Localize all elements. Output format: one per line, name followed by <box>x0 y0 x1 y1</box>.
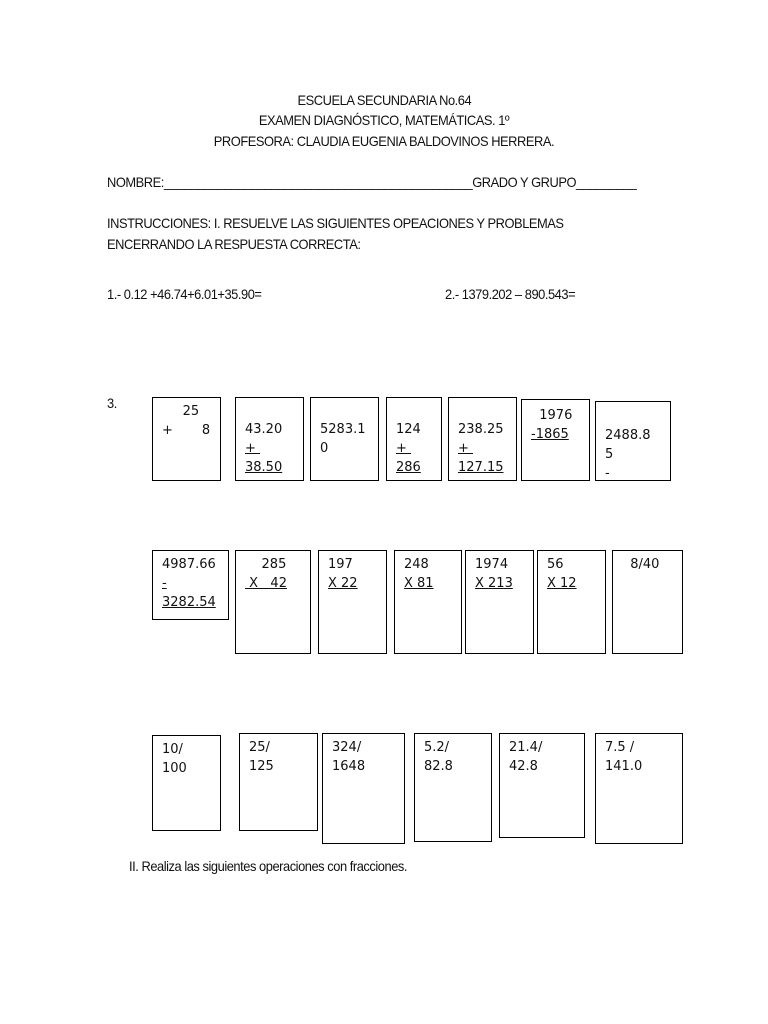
operand-line: 21.4/ <box>509 740 543 755</box>
name-grade-line: NOMBRE:______________________________________________GRADO Y GRUPO_________ <box>107 174 637 190</box>
operation-box <box>465 550 534 654</box>
operand-line: 25/ <box>249 740 270 755</box>
operation-box <box>239 733 318 831</box>
section-2-title: II. Realiza las siguientes operaciones con fracciones. <box>129 858 408 874</box>
operand-line: 127.15 <box>458 460 504 475</box>
instructions-line-1: INSTRUCCIONES: I. RESUELVE LAS SIGUIENTES OPEACIONES Y PROBLEMAS <box>107 215 564 231</box>
operation-box <box>152 397 221 481</box>
operand-line: 2488.8 <box>605 428 651 443</box>
problem-3-label: 3. <box>107 395 117 411</box>
operation-box <box>521 399 590 481</box>
operand-line: 82.8 <box>424 759 453 774</box>
operation-box <box>152 550 229 620</box>
operand-line: 124 <box>396 422 421 437</box>
operand-line: 5283.1 <box>320 422 366 437</box>
operand-line: 100 <box>162 761 187 776</box>
operation-box <box>322 733 405 844</box>
operand-line: 1974 <box>475 557 509 572</box>
operand-line: 141.0 <box>605 759 643 774</box>
operand-line: - <box>162 576 167 591</box>
operand-line: 1648 <box>332 759 366 774</box>
operand-line: 5.2/ <box>424 740 450 755</box>
operand-line: 285 <box>245 557 287 572</box>
operand-line: 197 <box>328 557 353 572</box>
operation-box <box>414 733 492 842</box>
instructions-line-2: ENCERRANDO LA RESPUESTA CORRECTA: <box>107 236 361 252</box>
operand-line: 248 <box>404 557 429 572</box>
operand-line: X 42 <box>245 576 287 591</box>
operand-line: 56 <box>547 557 564 572</box>
teacher-name: PROFESORA: CLAUDIA EUGENIA BALDOVINOS HERRERA. <box>213 133 555 149</box>
operand-line: X 81 <box>404 576 434 591</box>
operand-line: + <box>396 441 412 456</box>
operand-line: 286 <box>396 460 421 475</box>
operation-box <box>386 397 442 481</box>
operand-line: X 22 <box>328 576 358 591</box>
operand-line: 25 <box>162 404 200 419</box>
operand-line: 42.8 <box>509 759 538 774</box>
school-title: ESCUELA SECUNDARIA No.64 <box>297 92 471 108</box>
operation-box <box>152 735 221 831</box>
operand-line: 7.5 / <box>605 740 635 755</box>
operand-line: 43.20 <box>245 422 283 437</box>
operation-box <box>394 550 462 654</box>
operation-box <box>235 550 311 654</box>
operand-line: 125 <box>249 759 274 774</box>
operand-line: + <box>245 441 261 456</box>
operand-line: X 12 <box>547 576 577 591</box>
operation-box <box>448 397 517 481</box>
operand-line: X 213 <box>475 576 513 591</box>
operand-line: 324/ <box>332 740 362 755</box>
operation-box <box>499 733 585 838</box>
operation-box <box>318 550 387 654</box>
operand-line: 1976 <box>531 408 573 423</box>
operand-line: 10/ <box>162 742 183 757</box>
operand-line: 5 <box>605 447 614 462</box>
operand-line: -1865 <box>531 427 569 442</box>
operation-box <box>595 401 671 481</box>
operand-line: 8/40 <box>622 557 660 572</box>
operation-box <box>310 397 379 481</box>
operand-line: 238.25 <box>458 422 504 437</box>
exam-title: EXAMEN DIAGNÓSTICO, MATEMÁTICAS. 1º <box>258 112 510 128</box>
operand-line: + 8 <box>162 423 211 438</box>
operation-box <box>595 733 683 844</box>
operation-box <box>537 550 606 654</box>
operand-line: - <box>605 466 610 481</box>
problem-2: 2.- 1379.202 – 890.543= <box>445 286 576 302</box>
problem-1: 1.- 0.12 +46.74+6.01+35.90= <box>107 286 262 302</box>
operand-line: 0 <box>320 441 329 456</box>
operation-box <box>235 397 304 481</box>
operand-line: 3282.54 <box>162 595 216 610</box>
operand-line: 38.50 <box>245 460 283 475</box>
operand-line: + <box>458 441 474 456</box>
operation-box <box>612 550 683 654</box>
operand-line: 4987.66 <box>162 557 216 572</box>
